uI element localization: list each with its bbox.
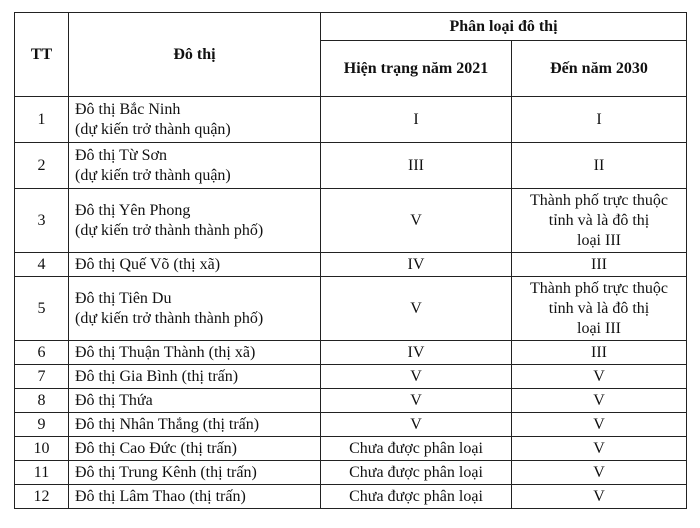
current-class-cell: III	[321, 143, 512, 189]
table-body	[15, 97, 687, 509]
row-number: 3	[15, 189, 69, 253]
city-cell	[69, 277, 321, 341]
classification-table-container	[14, 12, 687, 509]
future-class-line: loại III	[577, 319, 621, 337]
future-class-line: II	[593, 156, 605, 174]
row-number: 8	[15, 389, 69, 413]
future-class-cell	[512, 413, 687, 437]
table-row	[15, 485, 687, 509]
table-row	[15, 437, 687, 461]
row-number: 10	[15, 437, 69, 461]
future-class-line: V	[593, 367, 605, 385]
city-name: Đô thị Lâm Thao (thị trấn)	[75, 487, 246, 505]
city-name: Đô thị Quế Võ (thị xã)	[75, 255, 221, 273]
city-name: Đô thị Cao Đức (thị trấn)	[75, 439, 237, 457]
table-row	[15, 389, 687, 413]
city-cell	[69, 253, 321, 277]
future-class-line: V	[593, 439, 605, 457]
table-row	[15, 189, 687, 253]
future-class-cell	[512, 189, 687, 253]
header-classification-group: Phân loại đô thị	[321, 13, 687, 41]
header-current-2021: Hiện trạng năm 2021	[321, 41, 512, 97]
current-class-cell: IV	[321, 253, 512, 277]
row-number: 7	[15, 365, 69, 389]
row-number: 12	[15, 485, 69, 509]
table-row	[15, 413, 687, 437]
future-class-line: V	[593, 487, 605, 505]
table-row	[15, 97, 687, 143]
city-name: Đô thị Từ Sơn	[75, 146, 167, 164]
future-class-line: Thành phố trực thuộc	[530, 279, 668, 297]
current-class-cell: I	[321, 97, 512, 143]
urban-classification-table	[14, 12, 687, 509]
table-row	[15, 341, 687, 365]
city-cell	[69, 461, 321, 485]
future-class-cell	[512, 389, 687, 413]
future-class-cell	[512, 277, 687, 341]
city-note: (dự kiến trở thành quận)	[75, 120, 231, 138]
future-class-line: III	[591, 255, 607, 273]
row-number: 9	[15, 413, 69, 437]
current-class-cell: V	[321, 389, 512, 413]
row-number: 11	[15, 461, 69, 485]
future-class-cell	[512, 365, 687, 389]
future-class-line: tỉnh và là đô thị	[548, 299, 650, 317]
current-class-cell: Chưa được phân loại	[321, 437, 512, 461]
table-row	[15, 277, 687, 341]
city-cell	[69, 189, 321, 253]
future-class-line: V	[593, 391, 605, 409]
current-class-cell: V	[321, 365, 512, 389]
future-class-line: loại III	[577, 231, 621, 249]
future-class-line: V	[593, 463, 605, 481]
city-name: Đô thị Yên Phong	[75, 201, 191, 219]
header-future-2030: Đến năm 2030	[512, 41, 687, 97]
current-class-cell: V	[321, 277, 512, 341]
future-class-cell	[512, 341, 687, 365]
future-class-line: V	[593, 415, 605, 433]
table-row	[15, 253, 687, 277]
current-class-cell: Chưa được phân loại	[321, 485, 512, 509]
city-note: (dự kiến trở thành quận)	[75, 166, 231, 184]
row-number: 1	[15, 97, 69, 143]
row-number: 4	[15, 253, 69, 277]
city-cell	[69, 341, 321, 365]
city-cell	[69, 413, 321, 437]
row-number: 2	[15, 143, 69, 189]
city-cell	[69, 97, 321, 143]
city-cell	[69, 143, 321, 189]
city-cell	[69, 389, 321, 413]
city-name: Đô thị Nhân Thắng (thị trấn)	[75, 415, 260, 433]
future-class-line: III	[591, 343, 607, 361]
current-class-cell: V	[321, 189, 512, 253]
row-number: 6	[15, 341, 69, 365]
city-name: Đô thị Gia Bình (thị trấn)	[75, 367, 239, 385]
table-row	[15, 365, 687, 389]
future-class-cell	[512, 143, 687, 189]
city-name: Đô thị Thuận Thành (thị xã)	[75, 343, 256, 361]
future-class-cell	[512, 253, 687, 277]
city-name: Đô thị Trung Kênh (thị trấn)	[75, 463, 257, 481]
row-number: 5	[15, 277, 69, 341]
city-note: (dự kiến trở thành thành phố)	[75, 221, 264, 239]
city-note: (dự kiến trở thành thành phố)	[75, 309, 264, 327]
city-cell	[69, 485, 321, 509]
future-class-line: I	[596, 110, 602, 128]
current-class-cell: V	[321, 413, 512, 437]
table-row	[15, 143, 687, 189]
future-class-cell	[512, 437, 687, 461]
current-class-cell: Chưa được phân loại	[321, 461, 512, 485]
current-class-cell: IV	[321, 341, 512, 365]
city-cell	[69, 437, 321, 461]
table-row	[15, 461, 687, 485]
city-name: Đô thị Bắc Ninh	[75, 100, 181, 118]
header-city: Đô thị	[69, 13, 321, 97]
future-class-cell	[512, 461, 687, 485]
future-class-cell	[512, 485, 687, 509]
future-class-line: Thành phố trực thuộc	[530, 191, 668, 209]
future-class-line: tỉnh và là đô thị	[548, 211, 650, 229]
header-tt: TT	[15, 13, 69, 97]
city-name: Đô thị Thứa	[75, 391, 153, 409]
city-name: Đô thị Tiên Du	[75, 289, 172, 307]
future-class-cell	[512, 97, 687, 143]
city-cell	[69, 365, 321, 389]
